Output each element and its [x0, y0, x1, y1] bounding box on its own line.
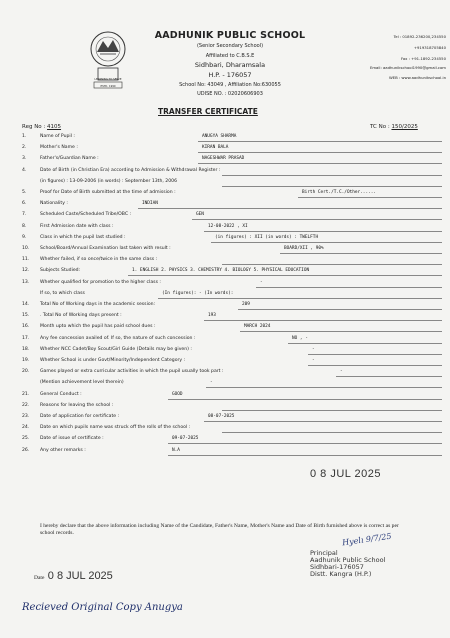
field-value: - [340, 369, 343, 375]
field-value: NAGESHWAR PRASAD [202, 156, 245, 162]
certificate-title: TRANSFER CERTIFICATE [158, 107, 258, 116]
field-underline [222, 410, 442, 411]
field-row [22, 291, 442, 301]
school-type: (Senior Secondary School) [196, 43, 264, 49]
field-underline [222, 264, 442, 265]
field-value: 12-08-2022 , XI [208, 223, 248, 229]
field-row [22, 380, 442, 390]
field-value: KIRAN BALA [202, 145, 229, 151]
field-underline [240, 331, 442, 332]
reg-value: 4105 [47, 124, 62, 130]
field-number: 12. [22, 268, 30, 274]
field-underline [168, 399, 442, 400]
field-underline [336, 376, 442, 377]
field-value: ANUGYA SHARMA [202, 134, 237, 139]
field-value: N.A [172, 447, 180, 453]
principal-place: Sidhbari-176057 [310, 563, 364, 571]
field-underline [238, 309, 442, 310]
affiliation: Affiliated to C.B.S.E [205, 53, 255, 59]
field-number: 17. [22, 335, 30, 341]
field-underline [308, 354, 442, 355]
field-value: 08-07-2025 [208, 414, 235, 419]
contact-web: WEB : www.aadhunikschool.in [388, 75, 446, 80]
field-number: 23. [22, 414, 30, 419]
field-row [22, 347, 442, 357]
field-number: 16. [22, 324, 30, 330]
field-underline [256, 287, 442, 288]
field-underline [168, 455, 442, 456]
field-value: - [312, 346, 315, 352]
field-value: - [260, 279, 263, 285]
field-underline [298, 197, 442, 198]
field-number: 6. [22, 201, 27, 207]
field-label: If so, to which class [40, 290, 85, 296]
field-underline [280, 253, 442, 254]
school-number: School No: 43049 , Affiliation No:630055 [179, 82, 281, 88]
field-row [22, 448, 442, 458]
school-pin: H.P. - 176057 [208, 71, 252, 79]
field-label: Total No of Working days in the academic session: [40, 302, 156, 307]
field-label: Any other remarks : [40, 447, 86, 453]
field-row [22, 302, 442, 312]
field-value: (in figures) : XII (in words) : TWELFTH [215, 234, 319, 240]
field-row [22, 168, 442, 178]
field-row [22, 224, 442, 234]
field-underline [211, 242, 442, 243]
field-value: GEN [196, 212, 204, 218]
date-label: Date [34, 575, 45, 581]
principal-district: Distt. Kangra (H.P.) [310, 570, 372, 578]
field-label: (in figures) : 13-09-2006 (in words) : September 13th, 2006 [40, 178, 177, 184]
field-value: 09-07-2025 [172, 436, 199, 442]
contact-tel: Tel : 01892-236200,234550 [393, 34, 446, 39]
reg-label: Reg No : [22, 124, 48, 130]
field-value: NO , - [292, 335, 308, 341]
field-value: - [312, 358, 315, 363]
field-row [22, 134, 442, 144]
field-number: 4. [22, 167, 27, 173]
field-label: . Total No of Working days present : [40, 313, 122, 319]
field-label: (Mention achievement level therein) [40, 380, 124, 386]
school-logo [88, 30, 128, 92]
field-underline [198, 152, 442, 153]
field-row [22, 414, 442, 424]
tc-number [370, 124, 418, 130]
field-underline [158, 298, 442, 299]
field-label: Mother's Name : [40, 145, 78, 151]
field-underline [222, 186, 442, 187]
field-label: Father's/Guardian Name : [40, 156, 99, 162]
field-row [22, 246, 442, 256]
field-value: - [210, 380, 213, 386]
field-row [22, 392, 442, 402]
field-number: 13. [22, 279, 30, 285]
field-label: Date of application for certificate : [40, 414, 120, 419]
contact-fax: Fax : +91-1892-234550 [400, 56, 446, 61]
field-number: 3. [22, 156, 27, 162]
principal-school: Aadhunik Public School [310, 556, 386, 564]
field-row [22, 212, 442, 222]
field-underline [204, 421, 442, 422]
field-number: 18. [22, 346, 30, 352]
field-number: 2. [22, 145, 27, 151]
field-value: 209 [242, 302, 250, 307]
field-row [22, 201, 442, 211]
field-value: Birth Cert./T.C./Other...... [302, 190, 377, 195]
field-label: General Conduct : [40, 391, 82, 397]
field-row [22, 425, 442, 435]
field-number: 15. [22, 313, 30, 319]
field-value: BOARD/XII , 90% [284, 246, 324, 251]
field-row [22, 179, 442, 189]
field-value: 193 [208, 313, 216, 319]
contact-email: Email: aadhunikschool1990@gmail.com [369, 65, 446, 70]
field-row [22, 403, 442, 413]
field-underline [198, 141, 442, 142]
contact-mobile: +919318705840 [413, 45, 446, 50]
field-number: 20. [22, 369, 30, 375]
field-label: First Admission date with class : [40, 223, 114, 229]
received-note: Recieved Original Copy Anugya [22, 602, 183, 613]
field-value: MARCH 2024 [244, 324, 271, 330]
field-label: Subjects Studied: [40, 268, 81, 274]
field-underline [222, 432, 442, 433]
field-label: Date of issue of certificate : [40, 436, 104, 442]
field-row [22, 358, 442, 368]
field-label: Whether NCC Cadet/Boy Scout/Girl Guide (Details may be given) : [40, 346, 192, 352]
field-label: Whether School is under Govt/Minority/Independent Category : [40, 358, 186, 363]
field-underline [222, 175, 442, 176]
field-row [22, 313, 442, 323]
field-underline [128, 275, 442, 276]
principal-signature: Hyelı 9/7/25 [341, 531, 393, 548]
field-row [22, 324, 442, 334]
field-row [22, 257, 442, 267]
principal-stamp [310, 550, 440, 578]
field-underline [192, 219, 442, 220]
field-label: Whether failed, if so once/twice in the same class : [40, 257, 158, 263]
field-row [22, 268, 442, 278]
udise-number: UDISE NO. : 02020606903 [197, 91, 263, 97]
field-value: (In figures): - (In words): [162, 290, 234, 296]
field-number: 10. [22, 246, 30, 251]
school-place: Sidhbari, Dharamsala [194, 61, 266, 69]
field-number: 9. [22, 234, 27, 240]
principal-title: Principal [310, 549, 338, 557]
field-number: 8. [22, 223, 27, 229]
field-underline [308, 365, 442, 366]
field-underline [198, 163, 442, 164]
field-underline [204, 320, 442, 321]
field-row [22, 145, 442, 155]
field-label: Reasons for leaving the school : [40, 402, 114, 408]
logo-estd: ESTD. 1990 [100, 85, 116, 88]
field-number: 21. [22, 391, 30, 397]
field-row [22, 235, 442, 245]
field-row [22, 280, 442, 290]
field-number: 14. [22, 302, 30, 307]
logo-motto: LEARNING TO SERVE [94, 78, 122, 81]
field-label: Date on which pupils name was struck off the rolls of the school : [40, 425, 191, 431]
field-underline [204, 231, 442, 232]
field-number: 22. [22, 402, 30, 408]
declaration-text: I hereby declare that the above information including Name of the Candidate, Father's Name, Mother's Name and Date of Birth furnished above is correct as per school records. [40, 523, 399, 536]
field-number: 26. [22, 447, 30, 453]
field-row [22, 436, 442, 446]
tc-value: 150/2025 [391, 124, 418, 130]
field-label: Games played or extra curricular activities in which the pupil usually took part : [40, 369, 224, 375]
field-underline [168, 443, 442, 444]
reg-number [22, 124, 61, 130]
field-number: 19. [22, 358, 30, 363]
field-value: 1. ENGLISH 2. PHYSICS 3. CHEMISTRY 4. BIOLOGY 5. PHYSICAL EDUCATION [132, 268, 310, 274]
tc-label: TC No : [370, 124, 392, 130]
field-label: Nationality : [40, 201, 68, 207]
field-label: Any fee concession availed of. If so, the nature of such concession : [40, 335, 196, 341]
field-value: GOOD [172, 391, 183, 397]
field-label: Month upto which the pupil has paid school dues : [40, 324, 156, 330]
field-label: Name of Pupil : [40, 134, 75, 139]
field-label: Proof for Date of Birth submitted at the time of admission : [40, 190, 176, 195]
field-number: 5. [22, 190, 27, 195]
field-number: 1. [22, 134, 27, 139]
field-value: INDIAN [142, 201, 158, 207]
field-label: Class in which the pupil last studied : [40, 234, 126, 240]
field-label: School/Board/Annual Examination last taken with result : [40, 246, 171, 251]
field-number: 7. [22, 212, 27, 218]
field-row [22, 369, 442, 379]
struck-off-date-stamp: 0 8 JUL 2025 [310, 468, 382, 480]
date-stamp: 0 8 JUL 2025 [47, 570, 113, 582]
field-underline [288, 343, 442, 344]
field-label: Date of Birth (in Christian Era) according to Admission & Withdrawal Register : [40, 167, 221, 173]
footer-date [34, 570, 113, 582]
field-underline [206, 387, 442, 388]
field-number: 11. [22, 257, 30, 263]
school-name: AADHUNIK PUBLIC SCHOOL [154, 30, 306, 41]
field-underline [138, 208, 442, 209]
field-number: 25. [22, 436, 30, 442]
field-number: 24. [22, 425, 30, 431]
field-label: Whether qualified for promotion to the higher class : [40, 279, 161, 285]
field-row [22, 336, 442, 346]
field-label: Scheduled Caste/Scheduled Tribe/OBC : [40, 212, 132, 218]
field-row [22, 156, 442, 166]
field-row [22, 190, 442, 200]
